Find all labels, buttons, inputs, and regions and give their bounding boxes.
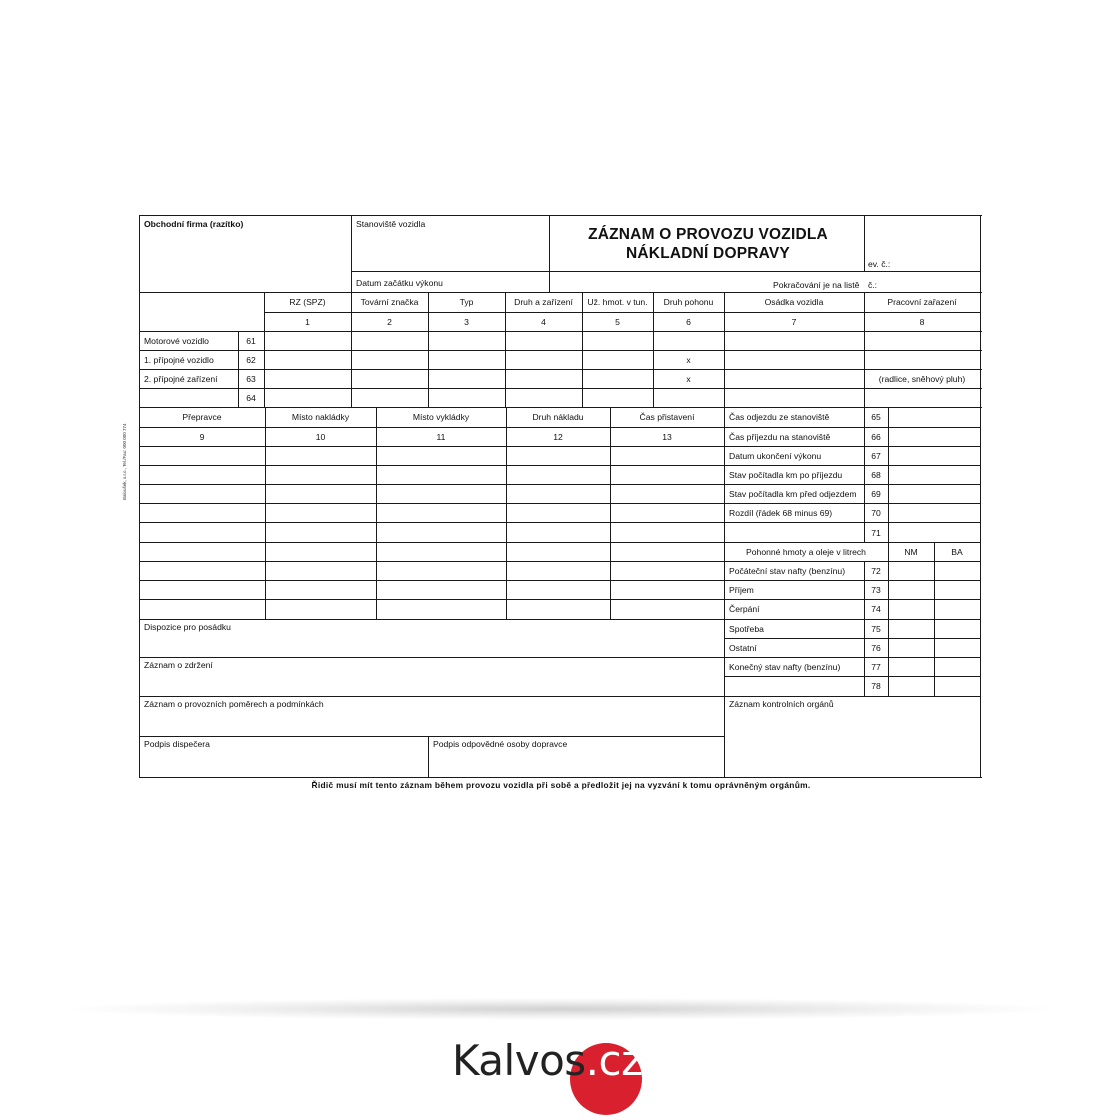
fuel-consumption-label: Spotřeba <box>729 624 764 634</box>
col-crew-header: Osádka vozidla <box>764 297 824 307</box>
col-payload-header: Už. hmot. v tun. <box>587 297 648 307</box>
departure-time-label: Čas odjezdu ze stanoviště <box>729 412 830 422</box>
col-number: 3 <box>464 317 469 327</box>
logo-name: Kalvos <box>452 1036 586 1085</box>
row-number: 73 <box>871 585 881 595</box>
row-number: 65 <box>871 412 881 422</box>
fuel-nm-header: NM <box>904 547 918 557</box>
row-number: 69 <box>871 489 881 499</box>
footnote: Řidič musí mít tento záznam během provozu vozidla při sobě a předložit jej na vyzvání k tomu oprávněným orgánům. <box>311 780 811 790</box>
cargo-kind-header: Druh nákladu <box>532 412 584 422</box>
col-kind-header: Druh a zařízení <box>514 297 573 307</box>
col-drive-header: Druh pohonu <box>663 297 714 307</box>
start-date-label: Datum začátku výkonu <box>356 278 443 288</box>
row-motor-vehicle-label: Motorové vozidlo <box>144 336 209 346</box>
col-number: 9 <box>199 432 205 442</box>
arrival-time-label: Čas příjezdu na stanoviště <box>729 432 831 442</box>
row-number: 66 <box>871 432 881 442</box>
col-type-header: Typ <box>459 297 474 307</box>
odometer-before-label: Stav počítadla km před odjezdem <box>729 489 857 499</box>
loading-place-header: Místo nakládky <box>291 412 350 422</box>
row-number: 78 <box>871 681 881 691</box>
company-label: Obchodní firma (razítko) <box>144 219 244 229</box>
crew-disposition-label: Dispozice pro posádku <box>144 622 231 632</box>
col-number: 5 <box>615 317 620 327</box>
carrier-signature-label: Podpis odpovědné osoby dopravce <box>433 739 568 749</box>
col-number: 8 <box>919 317 925 327</box>
col-number: 11 <box>436 432 446 442</box>
logo-tld: .cz <box>585 1036 643 1085</box>
control-authorities-label: Záznam kontrolních orgánů <box>729 699 834 709</box>
fuel-final-label: Konečný stav nafty (benzínu) <box>729 662 841 672</box>
difference-label: Rozdíl (řádek 68 minus 69) <box>729 508 833 518</box>
col-number: 7 <box>791 317 797 327</box>
logo-text <box>452 1036 643 1086</box>
fuel-other-label: Ostatní <box>729 643 757 653</box>
row-number: 63 <box>246 374 256 384</box>
row-number: 71 <box>871 528 881 538</box>
col-number: 2 <box>387 317 392 327</box>
drive-mark: x <box>686 355 691 365</box>
col-number: 13 <box>662 432 672 442</box>
col-work-header: Pracovní zařazení <box>887 297 957 307</box>
row-number: 74 <box>871 604 881 614</box>
drive-mark: x <box>686 374 691 384</box>
dispatcher-signature-label: Podpis dispečera <box>144 739 210 749</box>
col-number: 1 <box>305 317 310 327</box>
sheet-number-label: č.: <box>868 280 878 290</box>
col-number: 12 <box>553 432 563 442</box>
row-number: 76 <box>871 643 881 653</box>
fuel-initial-label: Počáteční stav nafty (benzínu) <box>729 566 846 576</box>
row-number: 77 <box>871 662 881 672</box>
fuel-income-label: Příjem <box>729 585 754 595</box>
row-number: 64 <box>246 393 256 403</box>
col-brand-header: Tovární značka <box>360 297 419 307</box>
operating-conditions-label: Záznam o provozních poměrech a podmínkách <box>144 699 324 709</box>
col-number: 4 <box>541 317 546 327</box>
station-label: Stanoviště vozidla <box>356 219 426 229</box>
carrier-header: Přepravce <box>182 412 222 422</box>
row-number: 67 <box>871 451 881 461</box>
end-date-label: Datum ukončení výkonu <box>729 451 822 461</box>
work-assignment-note: (radlice, sněhový pluh) <box>878 374 966 384</box>
arrival-time-header: Čas přistavení <box>639 412 695 422</box>
ev-number-label: ev. č.: <box>868 259 891 269</box>
continuation-label: Pokračování je na listě <box>773 280 860 290</box>
col-rz-header: RZ (SPZ) <box>289 297 326 307</box>
unloading-place-header: Místo vykládky <box>412 412 470 422</box>
row-number: 68 <box>871 470 881 480</box>
paper-shadow <box>70 998 1050 1020</box>
side-printer-note: Baloušek, s.r.o., Tel./Fax: 000 000 774 <box>122 423 127 500</box>
fuel-pumping-label: Čerpání <box>729 604 760 614</box>
form-title <box>553 225 863 263</box>
odometer-after-label: Stav počítadla km po příjezdu <box>729 470 843 480</box>
col-number: 6 <box>686 317 691 327</box>
row-number: 62 <box>246 355 256 365</box>
row-number: 72 <box>871 566 881 576</box>
row-number: 75 <box>871 624 881 634</box>
row-number: 61 <box>246 336 256 346</box>
title-line-1: ZÁZNAM O PROVOZU VOZIDLA <box>588 226 828 243</box>
detention-label: Záznam o zdržení <box>144 660 213 670</box>
row-trailer-2-label: 2. přípojné zařízení <box>144 374 218 384</box>
kalvos-logo <box>452 1030 652 1100</box>
row-trailer-1-label: 1. přípojné vozidlo <box>144 355 214 365</box>
row-number: 70 <box>871 508 881 518</box>
fuel-ba-header: BA <box>951 547 963 557</box>
fuel-header: Pohonné hmoty a oleje v litrech <box>746 547 866 557</box>
title-line-2: NÁKLADNÍ DOPRAVY <box>626 245 790 262</box>
col-number: 10 <box>315 432 326 442</box>
